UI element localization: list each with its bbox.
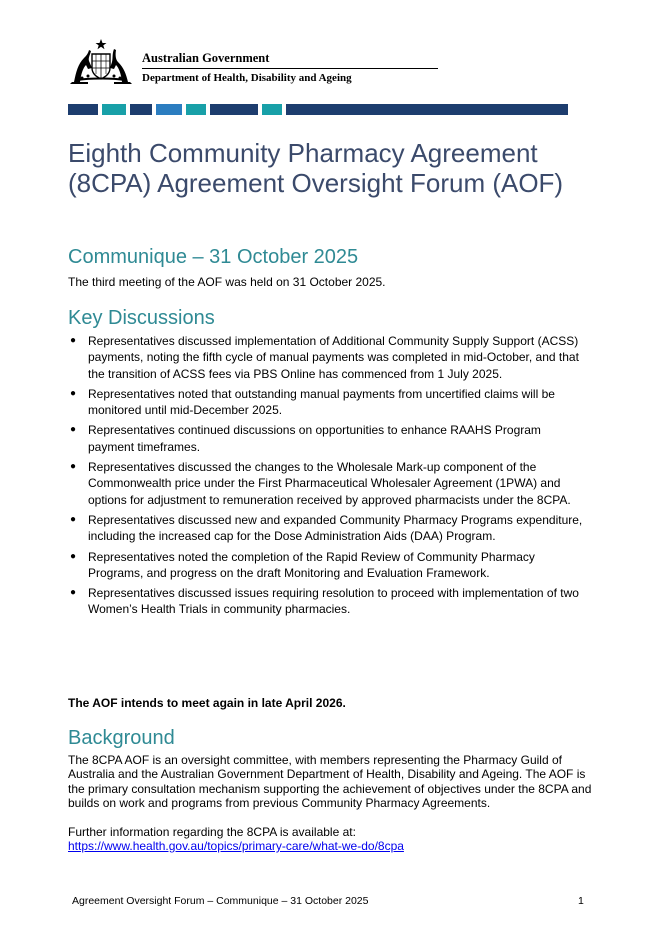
list-item: ● Representatives discussed the changes to the Wholesale Mark-up component of the Commonwealth price under the First Pharmaceutical Wholesaler Agreement (1PWA) and options for adjustment to remuneration received by approved pharmacists under the 8CPA.: [70, 460, 571, 507]
list-item: ● Representatives noted that outstanding manual payments from uncertified claims will be monitored until mid-December 2025.: [70, 386, 555, 418]
discussion-list: [68, 333, 584, 622]
bullet-icon: ●: [70, 424, 77, 436]
footer-text: Agreement Oversight Forum – Communique – 31 October 2025: [72, 895, 369, 907]
list-item: ● Representatives discussed implementation of Additional Community Supply Support (ACSS) payments, noting the fifth cycle of manual payments was completed in mid-October, and that the transition of ACSS fees via PBS Online has commenced from 1 July 2025.: [70, 334, 579, 381]
list-item: ● Representatives continued discussions on opportunities to enhance RAAHS Program payment timeframes.: [70, 423, 541, 454]
government-name: Australian Government: [142, 51, 270, 65]
list-item: ● Representatives discussed issues requiring resolution to proceed with implementation of two Women’s Health Trials in community pharmacies.: [70, 586, 579, 617]
policy-link[interactable]: https://www.health.gov.au/topics/primary-care/what-we-do/8cpa: [68, 839, 404, 853]
list-item: ● Representatives noted the completion of the Rapid Review of Community Pharmacy Programs, and progress on the draft Monitoring and Evaluation Framework.: [70, 549, 535, 580]
next-meeting-text: The AOF intends to meet again in late April 2026.: [68, 696, 346, 710]
page-number: 1: [578, 895, 584, 907]
bullet-icon: ●: [70, 513, 77, 525]
page-title: Eighth Community Pharmacy Agreement (8CPA) Agreement Oversight Forum (AOF): [68, 138, 564, 198]
coat-of-arms-icon: [68, 38, 134, 86]
bullet-icon: ●: [70, 461, 77, 473]
intro-text: The third meeting of the AOF was held on 31 October 2025.: [68, 275, 386, 289]
communique-heading: Communique – 31 October 2025: [68, 246, 359, 268]
background-heading: Background: [68, 727, 175, 749]
bullet-icon: ●: [70, 587, 77, 599]
further-info-text: Further information regarding the 8CPA is available at:: [68, 825, 356, 839]
government-header: [68, 38, 588, 94]
bullet-icon: ●: [70, 550, 77, 562]
header-rule: [142, 68, 438, 69]
link-container: [68, 839, 588, 853]
background-text: The 8CPA AOF is an oversight committee, with members representing the Pharmacy Guild of Australia and the Australian Government Department of Health, Disability and Ageing. The AOF is the primary consultation mechanism supporting the achievement of objectives under the 8CPA and builds on work and programs from previous Community Pharmacy Agreements.: [68, 753, 592, 810]
decorative-stripe: [68, 104, 584, 115]
bullet-icon: ●: [70, 387, 77, 399]
list-item: ● Representatives discussed new and expanded Community Pharmacy Programs expenditure, including the increased cap for the Dose Administration Aids (DAA) Program.: [70, 512, 583, 544]
bullet-icon: ●: [70, 335, 77, 346]
department-name: Department of Health, Disability and Ageing: [142, 72, 352, 84]
key-discussions-heading: Key Discussions: [68, 307, 215, 329]
